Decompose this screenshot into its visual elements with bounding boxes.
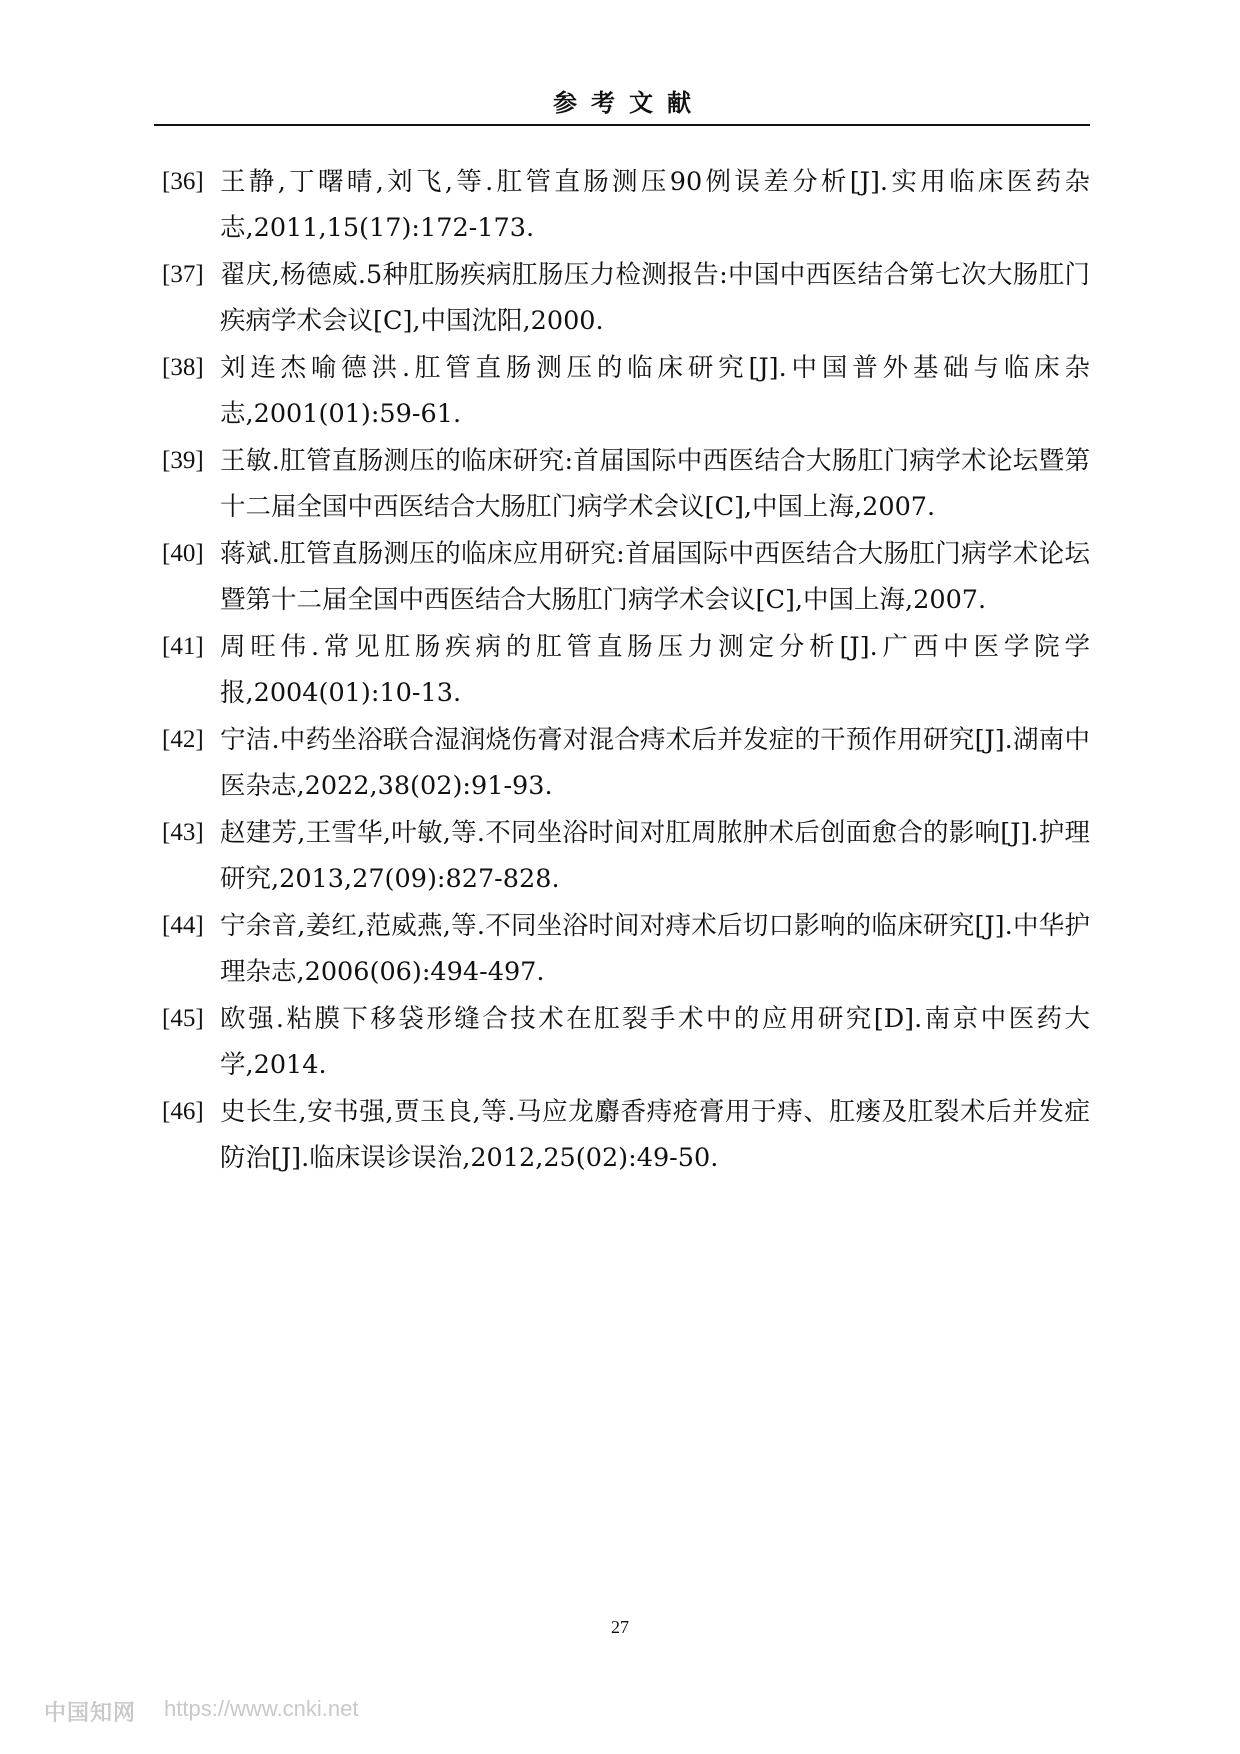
reference-item	[162, 624, 1090, 716]
reference-text: 宁余音,姜红,范威燕,等.不同坐浴时间对痔术后切口影响的临床研究[J].中华护理杂志,2006(06):494-497.	[220, 911, 1090, 987]
reference-number: [37]	[162, 261, 204, 288]
reference-item	[162, 345, 1090, 437]
page-header	[154, 86, 1090, 126]
reference-item	[162, 531, 1090, 623]
reference-number: [43]	[162, 819, 204, 846]
reference-number: [44]	[162, 912, 204, 939]
reference-number: [40]	[162, 540, 204, 567]
reference-item	[162, 996, 1090, 1088]
page-title: 参考文献	[553, 88, 705, 117]
reference-text: 王静,丁曙晴,刘飞,等.肛管直肠测压90例误差分析[J].实用临床医药杂志,2011,15(17):172-173.	[220, 167, 1090, 243]
reference-item	[162, 717, 1090, 809]
reference-text: 宁洁.中药坐浴联合湿润烧伤膏对混合痔术后并发症的干预作用研究[J].湖南中医杂志,2022,38(02):91-93.	[220, 725, 1090, 801]
reference-text: 周旺伟.常见肛肠疾病的肛管直肠压力测定分析[J].广西中医学院学报,2004(01):10-13.	[220, 632, 1090, 708]
reference-number: [41]	[162, 633, 204, 660]
reference-text: 刘连杰喻德洪.肛管直肠测压的临床研究[J].中国普外基础与临床杂志,2001(01):59-61.	[220, 353, 1090, 429]
reference-item	[162, 159, 1090, 251]
reference-item	[162, 1089, 1090, 1181]
reference-item	[162, 252, 1090, 344]
reference-text: 史长生,安书强,贾玉良,等.马应龙麝香痔疮膏用于痔、肛瘘及肛裂术后并发症防治[J].临床误诊误治,2012,25(02):49-50.	[220, 1097, 1090, 1173]
watermark-url: https://www.cnki.net	[164, 1696, 359, 1721]
page-number: 27	[611, 1617, 629, 1637]
reference-text: 王敏.肛管直肠测压的临床研究:首届国际中西医结合大肠肛门病学术论坛暨第十二届全国中西医结合大肠肛门病学术会议[C],中国上海,2007.	[220, 446, 1090, 522]
reference-item	[162, 903, 1090, 995]
reference-item	[162, 438, 1090, 530]
reference-number: [38]	[162, 354, 204, 381]
watermark-logo: 中国知网	[44, 1700, 137, 1725]
watermark	[44, 1696, 358, 1727]
reference-number: [45]	[162, 1005, 204, 1032]
reference-number: [42]	[162, 726, 204, 753]
reference-number: [39]	[162, 447, 204, 474]
reference-text: 蒋斌.肛管直肠测压的临床应用研究:首届国际中西医结合大肠肛门病学术论坛暨第十二届全国中西医结合大肠肛门病学术会议[C],中国上海,2007.	[220, 539, 1090, 615]
reference-text: 赵建芳,王雪华,叶敏,等.不同坐浴时间对肛周脓肿术后创面愈合的影响[J].护理研究,2013,27(09):827-828.	[220, 818, 1090, 894]
reference-list	[162, 159, 1090, 1182]
reference-number: [36]	[162, 168, 204, 195]
reference-item	[162, 810, 1090, 902]
reference-text: 翟庆,杨德威.5种肛肠疾病肛肠压力检测报告:中国中西医结合第七次大肠肛门疾病学术会议[C],中国沈阳,2000.	[220, 260, 1090, 336]
reference-number: [46]	[162, 1098, 204, 1125]
reference-text: 欧强.粘膜下移袋形缝合技术在肛裂手术中的应用研究[D].南京中医药大学,2014.	[220, 1004, 1090, 1080]
